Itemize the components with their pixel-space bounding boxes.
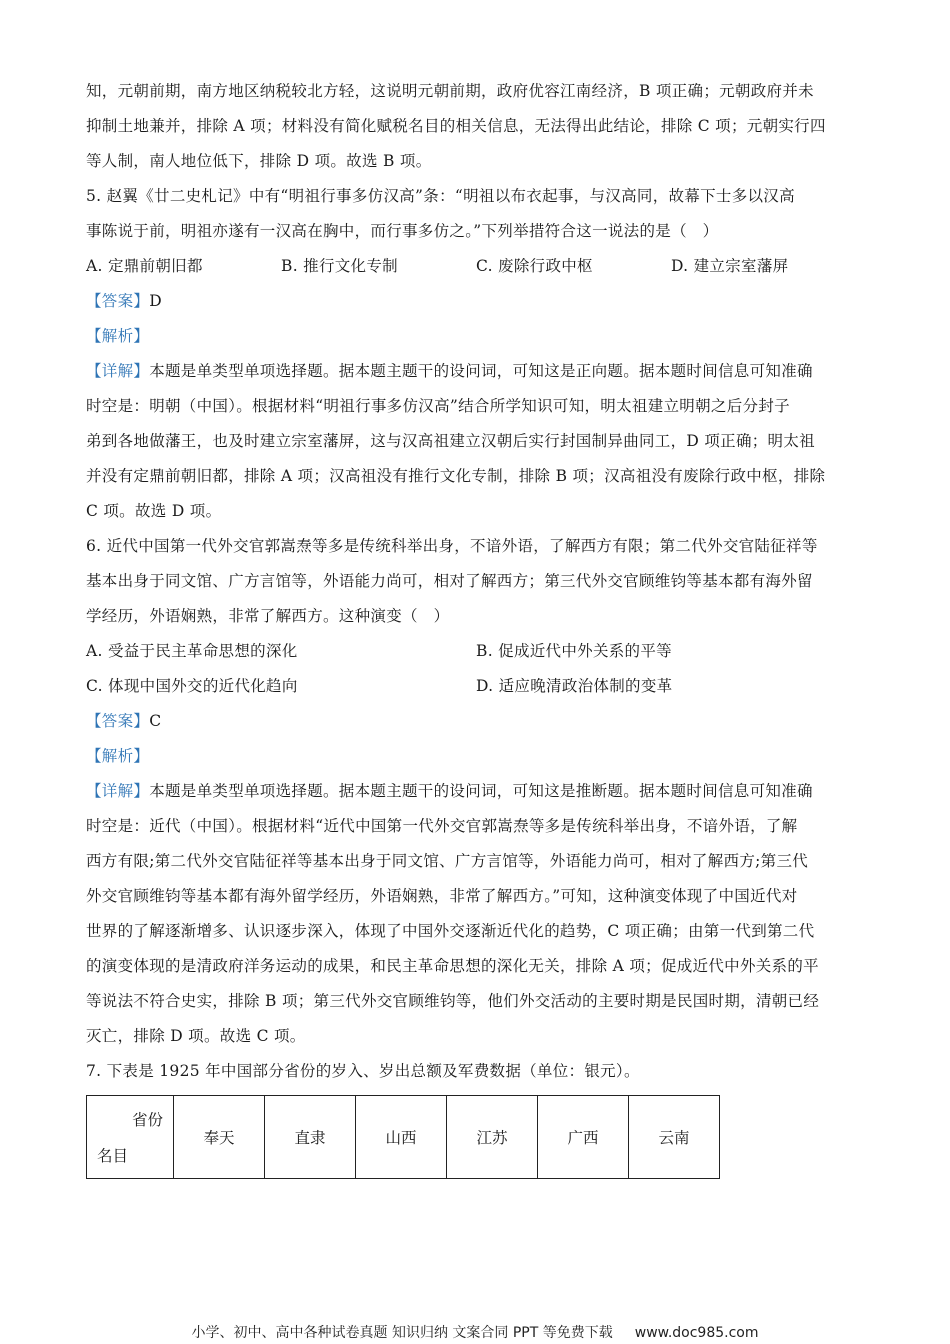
detail-line (86, 774, 866, 809)
detail-tag: 【详解】 (86, 362, 150, 380)
option-c: C. 体现中国外交的近代化趋向 (86, 677, 298, 695)
document-body (86, 74, 866, 1179)
analysis-tag: 【解析】 (86, 327, 150, 345)
options-row (86, 634, 866, 669)
province-table (86, 1095, 720, 1179)
detail-text: 本题是单类型单项选择题。据本题主题干的设问词，可知这是正向题。据本题时间信息可知准确 (149, 362, 813, 380)
analysis-line (86, 739, 866, 774)
text-line: 知，元朝前期，南方地区纳税较北方轻，这说明元朝前期，政府优容江南经济，B 项正确；元朝政府并未 (86, 82, 814, 100)
detail-line (86, 354, 866, 389)
prev-explanation (86, 74, 866, 179)
option-b: B. 促成近代中外关系的平等 (476, 642, 672, 660)
footer-url[interactable]: www.doc985.com (634, 1325, 759, 1341)
table-header-cell: 直隶 (265, 1096, 356, 1179)
text-line: 时空是：近代（中国）。根据材料“近代中国第一代外交官郭嵩焘等多是传统科举出身，不谙外语，了解 (86, 817, 798, 835)
text-line: 外交官顾维钧等基本都有海外留学经历，外语娴熟，非常了解西方。”可知，这种演变体现了中国近代对 (86, 887, 798, 905)
analysis-line (86, 319, 866, 354)
option-a: A. 受益于民主革命思想的深化 (86, 642, 298, 660)
table-header-row (87, 1096, 720, 1179)
table-corner-cell (87, 1096, 174, 1179)
options-row (86, 669, 866, 704)
question-7 (86, 1054, 866, 1179)
table-header-cell: 江苏 (447, 1096, 538, 1179)
option-d: D. 建立宗室藩屏 (671, 257, 789, 275)
answer-line (86, 284, 866, 319)
question-stem-line: 6. 近代中国第一代外交官郭嵩焘等多是传统科举出身，不谙外语，了解西方有限；第二代外交官陆征祥等 (86, 537, 818, 555)
analysis-tag: 【解析】 (86, 747, 150, 765)
option-b: B. 推行文化专制 (281, 257, 398, 275)
answer-value: D (149, 292, 162, 310)
question-stem-line: 学经历，外语娴熟，非常了解西方。这种演变（ ） (86, 607, 450, 625)
answer-value: C (149, 712, 162, 730)
question-stem-line: 7. 下表是 1925 年中国部分省份的岁入、岁出总额及军费数据（单位：银元）。 (86, 1062, 640, 1080)
question-stem-line: 事陈说于前，明祖亦遂有一汉高在胸中，而行事多仿之。”下列举措符合这一说法的是（ ） (86, 222, 719, 240)
text-line: 并没有定鼎前朝旧都，排除 A 项；汉高祖没有推行文化专制，排除 B 项；汉高祖没有废除行政中枢，排除 (86, 467, 826, 485)
question-6 (86, 529, 866, 1054)
options-row (86, 249, 866, 284)
text-line: 世界的了解逐渐增多、认识逐步深入，体现了中国外交逐渐近代化的趋势，C 项正确；由第一代到第二代 (86, 922, 815, 940)
text-line: 的演变体现的是清政府洋务运动的成果，和民主革命思想的深化无关，排除 A 项；促成近代中外关系的平 (86, 957, 819, 975)
answer-tag: 【答案】 (86, 712, 150, 730)
page-footer (0, 1322, 950, 1342)
detail-text: 本题是单类型单项选择题。据本题主题干的设问词，可知这是推断题。据本题时间信息可知准确 (149, 782, 813, 800)
text-line: 西方有限;第二代外交官陆征祥等基本出身于同文馆、广方言馆等，外语能力尚可，相对了解西方;第三代 (86, 852, 809, 870)
table-header-cell: 山西 (356, 1096, 447, 1179)
text-line: 时空是：明朝（中国）。根据材料“明祖行事多仿汉高”结合所学知识可知，明太祖建立明朝之后分封子 (86, 397, 790, 415)
text-line: 等说法不符合史实，排除 B 项；第三代外交官顾维钧等，他们外交活动的主要时期是民国时期，清朝已经 (86, 992, 820, 1010)
option-a: A. 定鼎前朝旧都 (86, 257, 203, 275)
corner-label-province: 省份 (131, 1111, 163, 1129)
table-header-cell: 广西 (538, 1096, 629, 1179)
text-line: 抑制土地兼并，排除 A 项；材料没有简化赋税名目的相关信息，无法得出此结论，排除 C 项；元朝实行四 (86, 117, 826, 135)
table-header-cell: 奉天 (174, 1096, 265, 1179)
text-line: 等人制，南人地位低下，排除 D 项。故选 B 项。 (86, 152, 432, 170)
detail-tag: 【详解】 (86, 782, 150, 800)
answer-tag: 【答案】 (86, 292, 150, 310)
text-line: 弟到各地做藩王，也及时建立宗室藩屏，这与汉高祖建立汉朝后实行封国制异曲同工，D 项正确；明太祖 (86, 432, 815, 450)
table-header-cell: 云南 (629, 1096, 720, 1179)
option-c: C. 废除行政中枢 (476, 257, 593, 275)
question-stem-line: 基本出身于同文馆、广方言馆等，外语能力尚可，相对了解西方；第三代外交官顾维钧等基本都有海外留 (86, 572, 813, 590)
text-line: C 项。故选 D 项。 (86, 502, 222, 520)
question-stem-line: 5. 赵翼《廿二史札记》中有“明祖行事多仿汉高”条：“明祖以布衣起事，与汉高同，故幕下士多以汉高 (86, 187, 795, 205)
answer-line (86, 704, 866, 739)
footer-text: 小学、初中、高中各种试卷真题 知识归纳 文案合同 PPT 等免费下载 (191, 1325, 613, 1341)
corner-label-item: 名目 (97, 1147, 129, 1165)
question-5 (86, 179, 866, 529)
text-line: 灭亡，排除 D 项。故选 C 项。 (86, 1027, 306, 1045)
option-d: D. 适应晚清政治体制的变革 (476, 677, 673, 695)
